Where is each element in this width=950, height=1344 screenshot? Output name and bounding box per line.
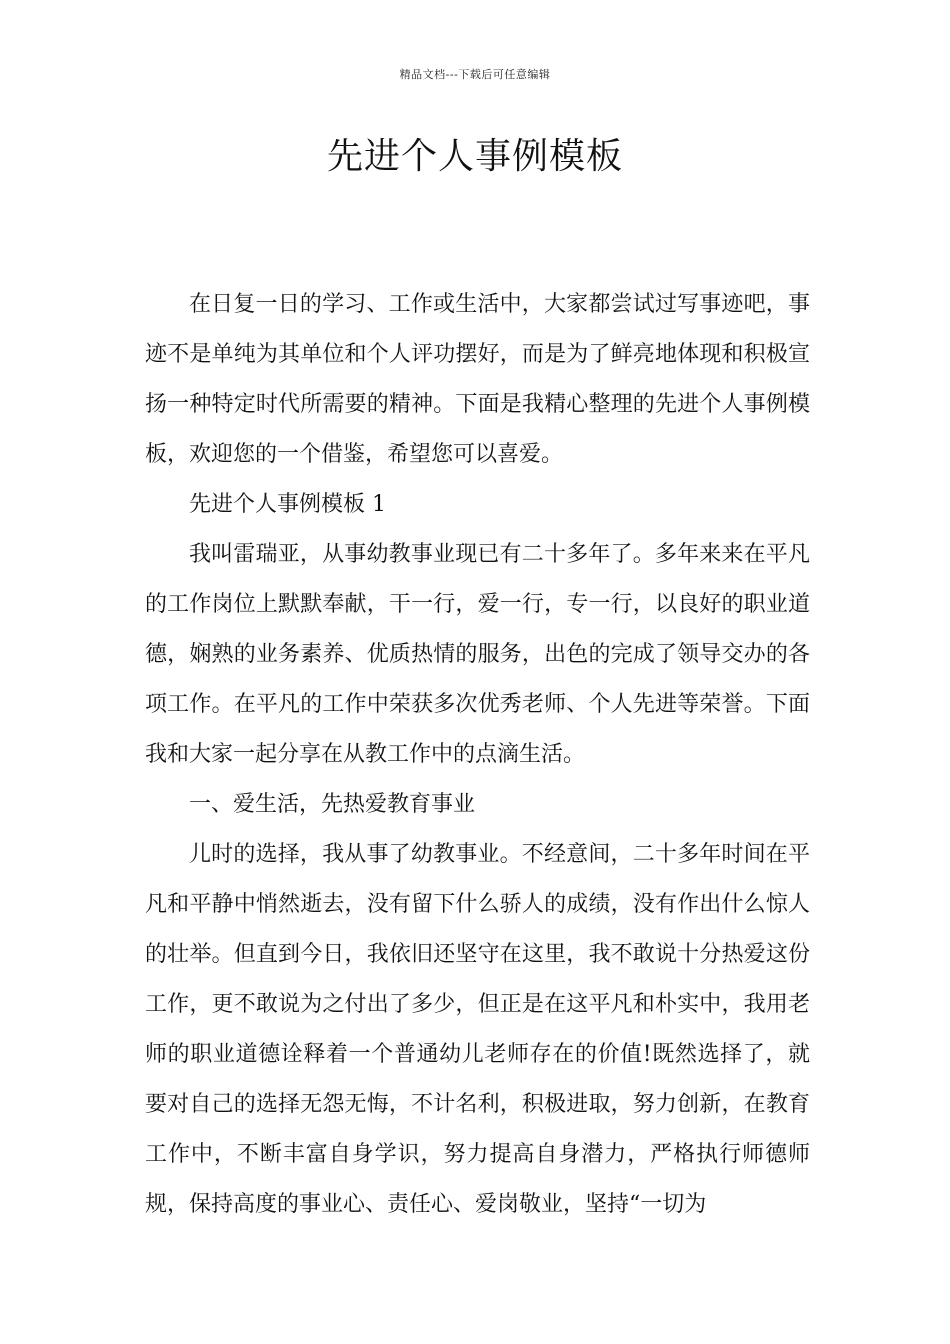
intro-paragraph: 在日复一日的学习、工作或生活中，大家都尝试过写事迹吧，事迹不是单纯为其单位和个人评功摆好，而是为了鲜亮地体现和积极宣扬一种特定时代所需要的精神。下面是我精心整理的先进个人事例模板，欢迎您的一个借鉴，希望您可以喜爱。: [145, 292, 810, 467]
body-paragraph: 儿时的选择，我从事了幼教事业。不经意间，二十多年时间在平凡和平静中悄然逝去，没有留下什么骄人的成绩，没有作出什么惊人的壮举。但直到今日，我依旧还坚守在这里，我不敢说十分热爱这份工作，更不敢说为之付出了多少，但正是在这平凡和朴实中，我用老师的职业道德诠释着一个普通幼儿老师存在的价值!既然选择了，就要对自己的选择无怨无悔，不计名利，积极进取，努力创新，在教育工作中，不断丰富自身学识，努力提高自身潜力，严格执行师德师规，保持高度的事业心、责任心、爱岗敬业，坚持“一切为: [145, 842, 810, 1217]
body-paragraph: 我叫雷瑞亚，从事幼教事业现已有二十多年了。多年来来在平凡的工作岗位上默默奉献，干一行，爱一行，专一行，以良好的职业道德，娴熟的业务素养、优质热情的服务，出色的完成了领导交办的各项工作。在平凡的工作中荣获多次优秀老师、个人先进等荣誉。下面我和大家一起分享在从教工作中的点滴生活。: [145, 542, 810, 767]
document-title: 先进个人事例模板: [326, 136, 623, 177]
document-body: [145, 280, 810, 1230]
subsection-heading: 一、爱生活，先热爱教育事业: [189, 792, 476, 817]
section-heading-template-1: 先进个人事例模板 1: [189, 492, 386, 517]
header-note: 精品文档---下载后可任意编辑: [399, 68, 551, 81]
